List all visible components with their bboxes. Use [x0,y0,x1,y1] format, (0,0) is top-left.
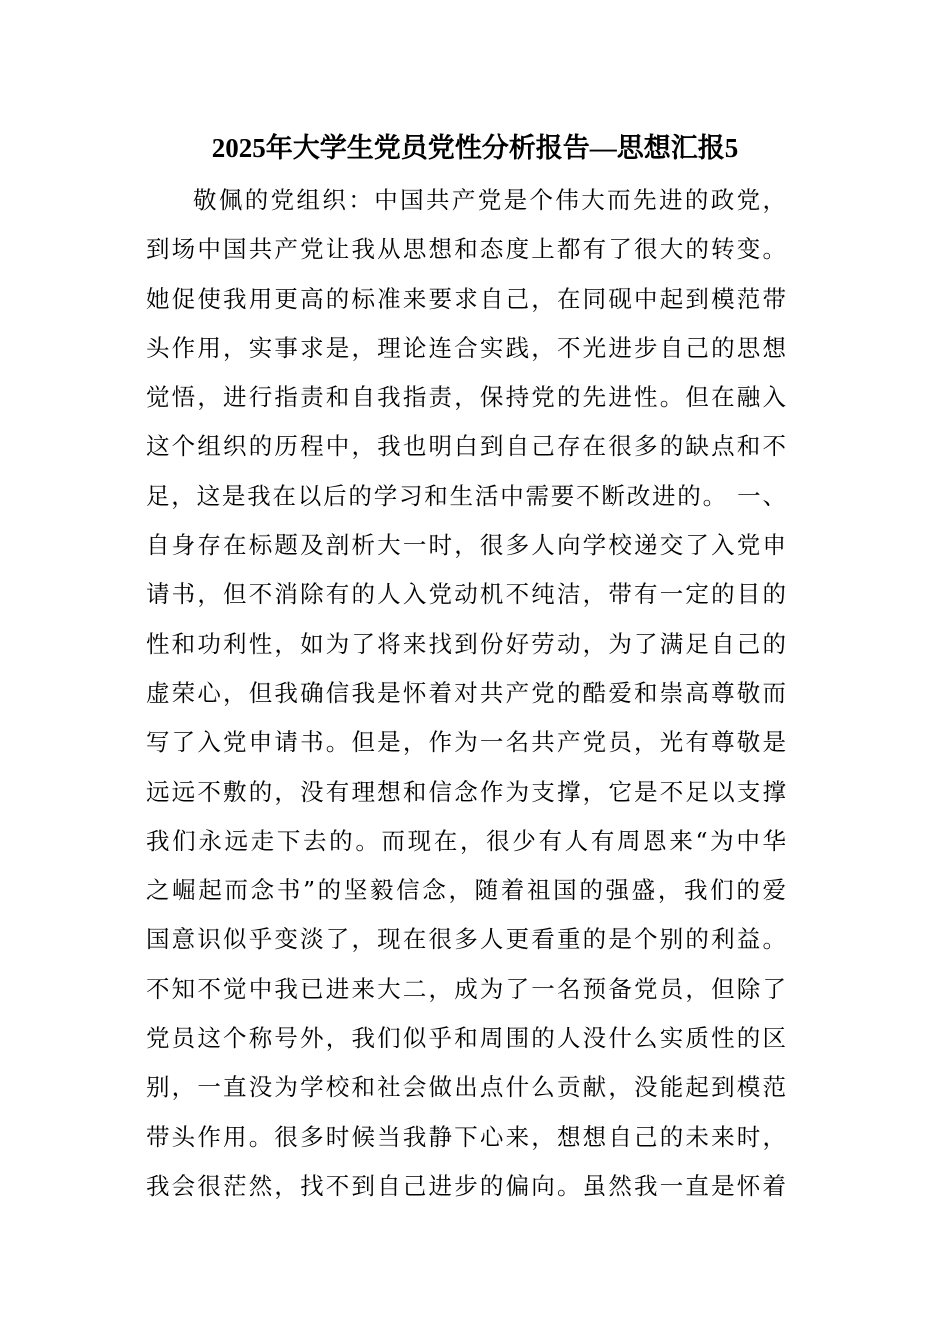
body-line: 带头作用。很多时候当我静下心来，想想自己的未来时， [146,1122,786,1151]
body-line: 远远不敷的，没有理想和信念作为支撑，它是不足以支撑 [146,777,786,806]
body-line: 这个组织的历程中，我也明白到自己存在很多的缺点和不 [146,432,786,461]
body-line: 敬佩的党组织：中国共产党是个伟大而先进的政党， [193,186,786,214]
body-line: 别，一直没为学校和社会做出点什么贡献，没能起到模范 [146,1073,786,1102]
body-line: 她促使我用更高的标准来要求自己，在同砚中起到模范带 [146,284,786,313]
body-line: 党员这个称号外，我们似乎和周围的人没什么实质性的区 [146,1024,786,1053]
body-line: 之崛起而念书”的坚毅信念，随着祖国的强盛，我们的爱 [146,876,786,905]
body-line: 我们永远走下去的。而现在，很少有人有周恩来“为中华 [146,826,786,855]
body-line: 头作用，实事求是，理论连合实践，不光进步自己的思想 [146,333,786,362]
document-title: 2025年大学生党员党性分析报告—思想汇报5 [211,133,739,163]
body-line: 自身存在标题及剖析大一时，很多人向学校递交了入党申 [146,531,786,560]
body-line: 我会很茫然，找不到自己进步的偏向。虽然我一直是怀着 [146,1171,786,1200]
body-line: 不知不觉中我已进来大二，成为了一名预备党员，但除了 [146,974,786,1003]
body-line: 觉悟，进行指责和自我指责，保持党的先进性。但在融入 [146,383,786,412]
body-line: 请书，但不消除有的人入党动机不纯洁，带有一定的目的 [146,580,786,609]
body-line: 虚荣心，但我确信我是怀着对共产党的酷爱和崇高尊敬而 [146,678,786,707]
body-line: 到场中国共产党让我从思想和态度上都有了很大的转变。 [146,235,786,264]
document-body [146,176,786,1211]
body-line: 写了入党申请书。但是，作为一名共产党员，光有尊敬是 [146,728,786,757]
body-line: 国意识似乎变淡了，现在很多人更看重的是个别的利益。 [146,925,786,954]
body-line: 性和功利性，如为了将来找到份好劳动，为了满足自己的 [146,629,786,658]
body-line: 足，这是我在以后的学习和生活中需要不断改进的。 一、 [146,481,786,510]
